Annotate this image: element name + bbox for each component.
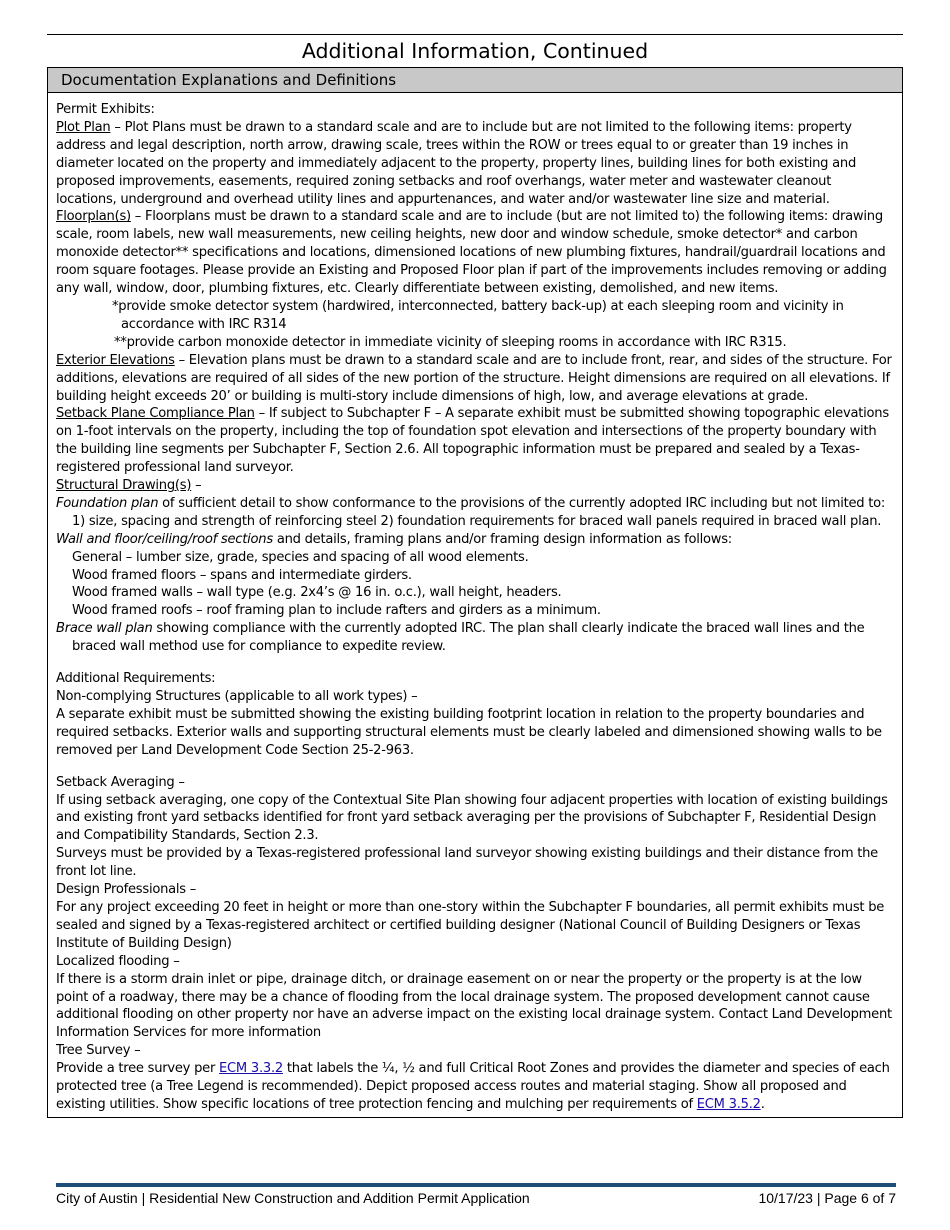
- page-title: Additional Information, Continued: [301, 39, 649, 63]
- footer-divider: [56, 1183, 896, 1187]
- floor-plan-text: – Floorplans must be drawn to a standard scale and are to include (but are not limited to) the following items: drawing scale, room labels, new wall measurements, new ceiling heights, new door and window schedule, smoke detector* and carbon monoxide detector** specifications and locations, dimensioned locations of new plumbing fixtures, handrail/guardrail locations and room square footages. Please provide an Existing and Proposed Floor plan if part of the improvements includes removing or adding any wall, window, door, plumbing fixtures, etc. Clearly differentiate between existing, demolished, and new items.: [56, 209, 887, 297]
- setback-averaging-text: If using setback averaging, one copy of the Contextual Site Plan showing four adjacent properties with location of existing buildings and existing front yard setbacks identified for front yard setback averaging per the provisions of Subchapter F, Residential Design and Compatibility Standards, Section 2.3.: [56, 792, 888, 844]
- setback-averaging-heading: Setback Averaging –: [56, 774, 185, 790]
- spacer: [56, 760, 894, 774]
- noncomplying-text: A separate exhibit must be submitted showing the existing building footprint location in relation to the property boundaries and required setbacks. Exterior walls and supporting structural elements must be clearly labeled and dimensioned showing walls to be removed per Land Development Code Section 25-2-963.: [56, 706, 882, 758]
- documentation-box: [47, 67, 903, 1118]
- localized-flooding-text: If there is a storm drain inlet or pipe, drainage ditch, or drainage easement on or near the property or the property is at the low point of a roadway, there may be a chance of flooding from the local drainage system. The proposed development cannot cause additional flooding on other property nor have an adverse impact on the existing local drainage system. Contact Land Development Information Services for more information: [56, 971, 892, 1041]
- tree-survey-end: .: [760, 1096, 765, 1112]
- design-professionals-text: For any project exceeding 20 feet in height or more than one-story within the Subchapter F boundaries, all permit exhibits must be sealed and signed by a Texas-registered architect or certified building designer (National Council of Building Designers or Texas Institute of Building Design): [56, 899, 885, 951]
- floor-plan-label: Floorplan(s): [56, 209, 131, 225]
- structural-heading: [56, 477, 894, 495]
- setback-plane-paragraph: [56, 405, 894, 477]
- foundation-plan-label: Foundation plan: [56, 495, 159, 511]
- footer-left: City of Austin | Residential New Construction and Addition Permit Application: [56, 1190, 530, 1206]
- footer-page-number: 10/17/23 | Page 6 of 7: [758, 1190, 896, 1206]
- permit-exhibits-heading: Permit Exhibits:: [56, 102, 155, 117]
- ecm-3-5-2-link[interactable]: ECM 3.5.2: [696, 1096, 761, 1112]
- smoke-detector-note: *provide smoke detector system (hardwired, interconnected, battery back-up) at each sleeping room and vicinity in: [112, 298, 844, 314]
- survey-text: Surveys must be provided by a Texas-registered professional land surveyor showing existing buildings and their distance from the front lot line.: [56, 846, 878, 880]
- tree-survey-mid: that labels the ¼, ½ and full Critical Root Zones and provides the diameter and species of each protected tree (a Tree Legend is recommended). Depict proposed access routes and material staging. Show all proposed and existing utilities. Show specific locations of tree protection fencing and mulching per requirements of: [56, 1061, 890, 1112]
- brace-wall-text: showing compliance with the currently adopted IRC. The plan shall clearly indicate the braced wall lines and the braced wall method use for compliance to expedite review.: [72, 621, 865, 655]
- floor-plan-paragraph: [56, 208, 894, 298]
- brace-wall-label: Brace wall plan: [56, 621, 153, 637]
- tree-survey-text: [56, 1060, 894, 1114]
- wall-item: Wood framed roofs – roof framing plan to include rafters and girders as a minimum.: [72, 603, 601, 619]
- wall-sections-paragraph: [56, 531, 894, 549]
- wall-item: Wood framed walls – wall type (e.g. 2x4’s @ 16 in. o.c.), wall height, headers.: [72, 585, 562, 601]
- smoke-detector-note-cont: accordance with IRC R314: [121, 316, 287, 332]
- foundation-plan-paragraph: [56, 495, 894, 513]
- setback-plane-label: Setback Plane Compliance Plan: [56, 406, 255, 422]
- structural-dash: –: [191, 478, 202, 494]
- spacer: [56, 656, 894, 670]
- foundation-items: 1) size, spacing and strength of reinforcing steel 2) foundation requirements for braced wall panels required in braced wall plan.: [72, 513, 882, 529]
- exterior-elevations-label: Exterior Elevations: [56, 352, 175, 368]
- exterior-elevations-paragraph: [56, 352, 894, 406]
- wall-item: Wood framed floors – spans and intermediate girders.: [72, 567, 412, 583]
- wall-item: General – lumber size, grade, species and spacing of all wood elements.: [72, 549, 529, 565]
- setback-plane-text: – If subject to Subchapter F – A separate exhibit must be submitted showing topographic elevations on 1-foot intervals on the property, including the top of foundation spot elevation and intersections of the property boundary with the building line segments per Subchapter F, Section 2.6. All topographic information must be prepared and sealed by a Texas-registered professional land surveyor.: [56, 406, 889, 476]
- design-professionals-heading: Design Professionals –: [56, 882, 197, 898]
- plot-plan-label: Plot Plan: [56, 119, 111, 135]
- documentation-content: [48, 93, 902, 1114]
- wall-sections-label: Wall and floor/ceiling/roof sections: [56, 531, 273, 547]
- localized-flooding-heading: Localized flooding –: [56, 953, 180, 969]
- top-divider: [47, 34, 903, 35]
- co-detector-note: **provide carbon monoxide detector in immediate vicinity of sleeping rooms in accordance with IRC R315.: [114, 334, 787, 350]
- foundation-plan-text: of sufficient detail to show conformance to the provisions of the currently adopted IRC including but not limited to:: [158, 495, 886, 511]
- structural-label: Structural Drawing(s): [56, 478, 192, 494]
- tree-survey-pre: Provide a tree survey per: [56, 1061, 220, 1077]
- brace-wall-paragraph: [56, 620, 894, 656]
- additional-requirements-heading: Additional Requirements:: [56, 671, 216, 687]
- tree-survey-heading: Tree Survey –: [56, 1043, 141, 1059]
- wall-sections-text: and details, framing plans and/or framing design information as follows:: [272, 531, 732, 547]
- exterior-elevations-text: – Elevation plans must be drawn to a standard scale and are to include front, rear, and sides of the structure. For additions, elevations are required of all sides of the new portion of the structure. Height dimensions are required on all elevations. If building height exceeds 20’ or building is multi-story include dimensions of high, low, and average elevations at grade.: [56, 352, 892, 404]
- plot-plan-text: – Plot Plans must be drawn to a standard scale and are to include but are not limited to the following items: property address and legal description, north arrow, drawing scale, trees within the ROW or trees equal to or greater than 19 inches in diameter located on the property and immediately adjacent to the property, property lines, building lines for both existing and proposed improvements, easements, required zoning setbacks and roof overhangs, water meter and wastewater cleanout locations, underground and overhead utility lines and appurtenances, and water and/or wastewater line size and material.: [56, 119, 857, 207]
- ecm-3-3-2-link[interactable]: ECM 3.3.2: [219, 1061, 283, 1077]
- noncomplying-heading: Non-complying Structures (applicable to all work types) –: [56, 689, 418, 704]
- section-header: Documentation Explanations and Definitions: [48, 68, 902, 93]
- plot-plan-paragraph: [56, 119, 894, 209]
